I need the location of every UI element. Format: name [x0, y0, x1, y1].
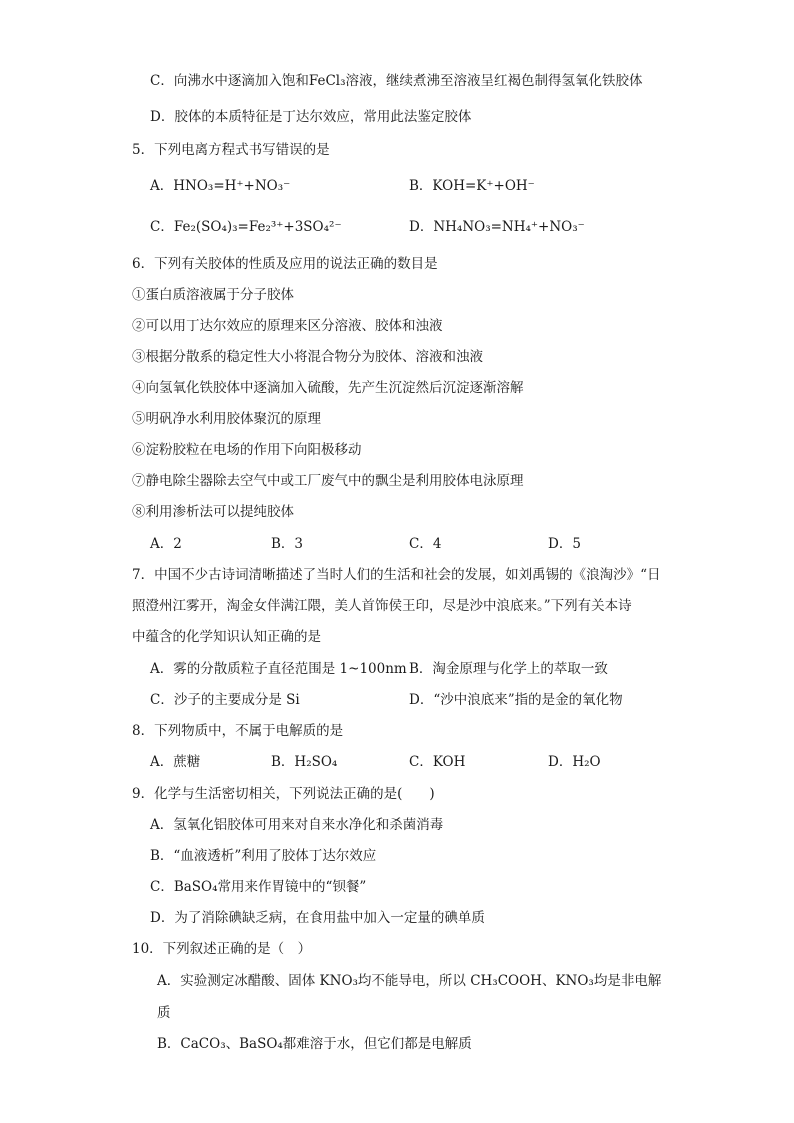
q9-option-b: B．“血液透析”利用了胶体丁达尔效应: [150, 848, 377, 864]
q6-item-7: ⑦静电除尘器除去空气中或工厂废气中的飘尘是利用胶体电泳原理: [132, 473, 524, 489]
q6-item-1: ①蛋白质溶液属于分子胶体: [132, 287, 294, 303]
q10-stem: 10．下列叙述正确的是（ ）: [132, 941, 312, 957]
q6-option-d: D．5: [548, 536, 581, 552]
q7-stem-line-1: 7．中国不少古诗词清晰描述了当时人们的生活和社会的发展，如刘禹锡的《浪淘沙》“日: [132, 567, 661, 583]
q7-option-d: D．“沙中浪底来”指的是金的氧化物: [409, 692, 623, 708]
q5-option-b: B．KOH=K⁺+OH⁻: [409, 178, 535, 194]
q8-option-b: B．H₂SO₄: [271, 754, 338, 770]
q6-item-3: ③根据分散系的稳定性大小将混合物分为胶体、溶液和浊液: [132, 349, 483, 365]
q7-option-b: B．淘金原理与化学上的萃取一致: [409, 661, 608, 677]
q7-stem-line-3: 中蕴含的化学知识认知正确的是: [132, 629, 321, 645]
q8-option-d: D．H₂O: [548, 754, 601, 770]
q10-option-a-line-2: 质: [157, 1005, 171, 1021]
q6-option-b: B．3: [271, 536, 304, 552]
q5-option-c: C．Fe₂(SO₄)₃=Fe₂³⁺+3SO₄²⁻: [150, 219, 342, 235]
q9-option-c: C．BaSO₄常用来作胃镜中的“钡餐”: [150, 879, 367, 895]
q5-stem: 5．下列电离方程式书写错误的是: [132, 142, 330, 158]
q10-option-a-line-1: A．实验测定冰醋酸、固体 KNO₃均不能导电，所以 CH₃COOH、KNO₃均是非电解: [157, 973, 662, 989]
q7-option-c: C．沙子的主要成分是 Si: [150, 692, 300, 708]
q9-stem: 9．化学与生活密切相关，下列说法正确的是( ): [132, 786, 435, 802]
q6-item-8: ⑧利用渗析法可以提纯胶体: [132, 504, 294, 520]
q5-option-a: A．HNO₃=H⁺+NO₃⁻: [150, 178, 291, 194]
q8-stem: 8．下列物质中，不属于电解质的是: [132, 723, 344, 739]
q6-item-4: ④向氢氧化铁胶体中逐滴加入硫酸，先产生沉淀然后沉淀逐渐溶解: [132, 380, 524, 396]
q5-option-d: D．NH₄NO₃=NH₄⁺+NO₃⁻: [409, 219, 585, 235]
q6-item-6: ⑥淀粉胶粒在电场的作用下向阳极移动: [132, 442, 362, 458]
q9-option-a: A．氢氧化铝胶体可用来对自来水净化和杀菌消毒: [150, 817, 444, 833]
q6-item-5: ⑤明矾净水利用胶体聚沉的原理: [132, 411, 321, 427]
q7-option-a: A．雾的分散质粒子直径范围是 1~100nm: [150, 661, 407, 677]
q8-option-c: C．KOH: [409, 754, 466, 770]
q10-option-b: B．CaCO₃、BaSO₄都难溶于水，但它们都是电解质: [157, 1036, 472, 1052]
q9-option-d: D．为了消除碘缺乏病，在食用盐中加入一定量的碘单质: [150, 910, 485, 926]
q6-option-c: C．4: [409, 536, 442, 552]
q8-option-a: A．蔗糖: [150, 754, 201, 770]
q6-item-2: ②可以用丁达尔效应的原理来区分溶液、胶体和浊液: [132, 318, 443, 334]
q4-option-c: C．向沸水中逐滴加入饱和FeCl₃溶液，继续煮沸至溶液呈红褐色制得氢氧化铁胶体: [150, 73, 643, 89]
q6-stem: 6．下列有关胶体的性质及应用的说法正确的数目是: [132, 256, 438, 272]
q7-stem-line-2: 照澄州江雾开，淘金女伴满江隈，美人首饰侯王印，尽是沙中浪底来。”下列有关本诗: [132, 598, 632, 614]
q4-option-d: D．胶体的本质特征是丁达尔效应，常用此法鉴定胶体: [150, 109, 472, 125]
q6-option-a: A．2: [150, 536, 182, 552]
